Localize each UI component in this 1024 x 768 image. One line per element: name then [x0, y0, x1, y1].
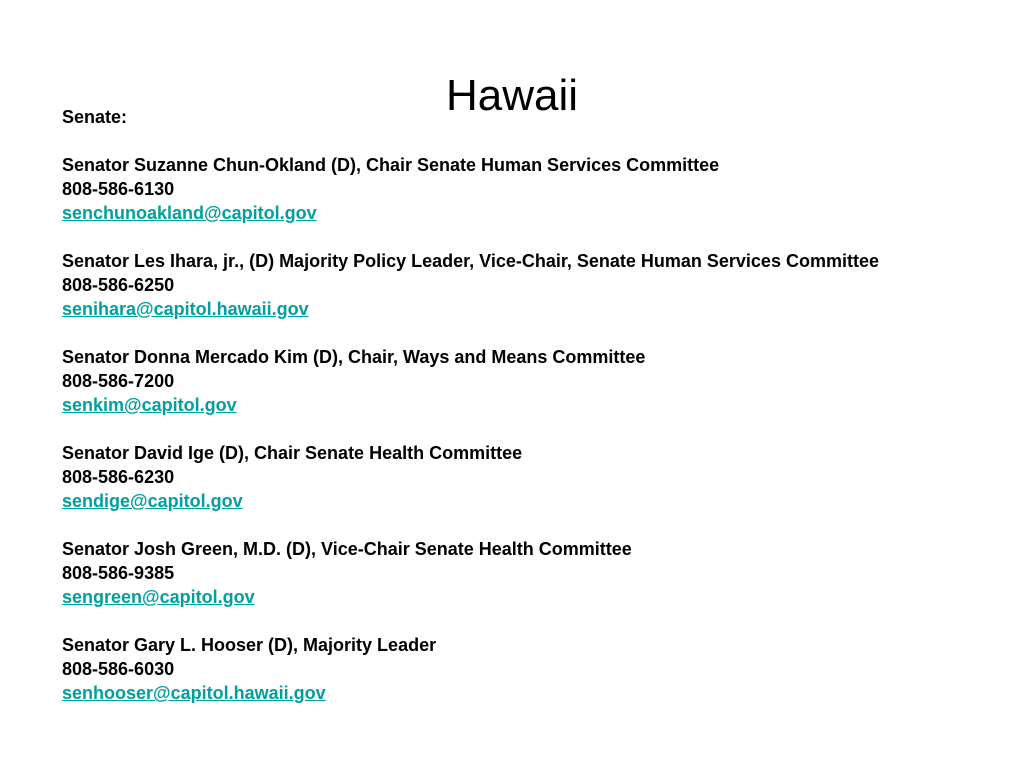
- senator-entry: [62, 633, 902, 705]
- senator-phone: 808-586-6130: [62, 179, 175, 199]
- senator-entry: [62, 153, 902, 225]
- senator-entry: [62, 345, 902, 417]
- senator-name: Senator Gary L. Hooser (D), Majority Leader: [62, 635, 437, 655]
- senator-phone: 808-586-7200: [62, 371, 175, 391]
- senator-name: Senator Donna Mercado Kim (D), Chair, Ways and Means Committee: [62, 347, 646, 367]
- senator-phone: 808-586-9385: [62, 563, 175, 583]
- senator-phone: 808-586-6250: [62, 275, 175, 295]
- section-label-senate: Senate:: [62, 107, 128, 127]
- senator-entry: [62, 441, 902, 513]
- senator-name: Senator Josh Green, M.D. (D), Vice-Chair Senate Health Committee: [62, 539, 632, 559]
- senator-email-link[interactable]: senihara@capitol.hawaii.gov: [62, 299, 309, 319]
- senator-email-link[interactable]: sengreen@capitol.gov: [62, 587, 255, 607]
- senator-name: Senator Les Ihara, jr., (D) Majority Policy Leader, Vice-Chair, Senate Human Services Committee: [62, 251, 879, 271]
- senator-email-link[interactable]: senhooser@capitol.hawaii.gov: [62, 683, 326, 703]
- senator-name: Senator Suzanne Chun-Okland (D), Chair Senate Human Services Committee: [62, 155, 720, 175]
- senator-entry: [62, 249, 902, 321]
- senator-entry: [62, 537, 902, 609]
- slide-title: Hawaii: [445, 71, 579, 120]
- senator-phone: 808-586-6230: [62, 467, 175, 487]
- senator-name: Senator David Ige (D), Chair Senate Health Committee: [62, 443, 523, 463]
- senator-email-link[interactable]: senkim@capitol.gov: [62, 395, 237, 415]
- senator-phone: 808-586-6030: [62, 659, 175, 679]
- senator-email-link[interactable]: senchunoakland@capitol.gov: [62, 203, 317, 223]
- senator-email-link[interactable]: sendige@capitol.gov: [62, 491, 243, 511]
- senate-contact-list: [62, 105, 902, 729]
